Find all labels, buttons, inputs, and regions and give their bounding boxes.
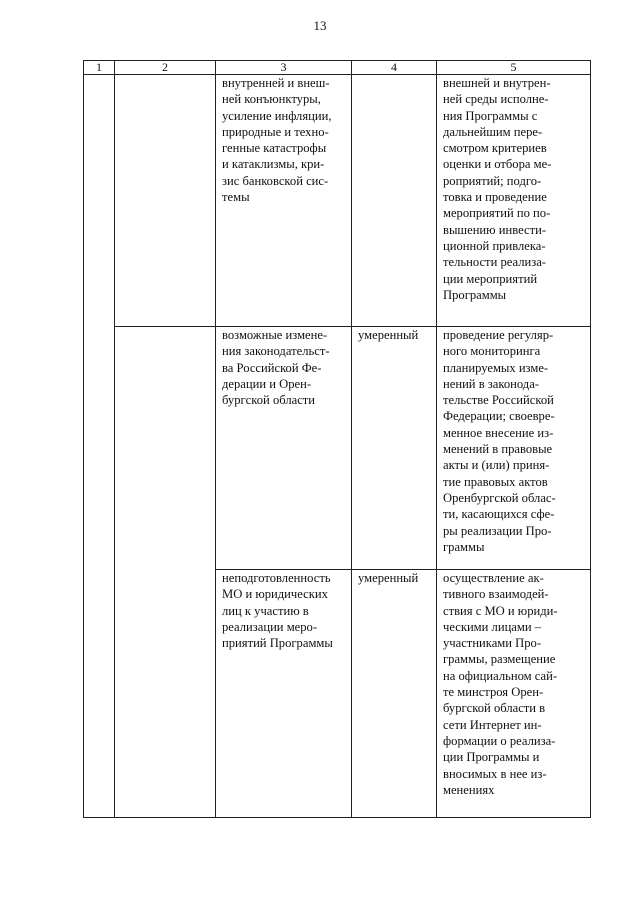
text-line: ва Российской Фе- bbox=[222, 360, 322, 375]
text-line: осуществление ак- bbox=[443, 571, 544, 585]
text-line: усиление инфляции, bbox=[222, 108, 332, 123]
text-line: на официальном сай- bbox=[443, 668, 558, 683]
text-line: бургской области bbox=[222, 393, 316, 408]
cell-col-2 bbox=[115, 75, 216, 327]
cell-col-1 bbox=[84, 75, 115, 818]
text-line: ции Программы и bbox=[443, 750, 540, 765]
text-line: ти, касающихся сфе- bbox=[443, 507, 555, 522]
text-line: ческими лицами – bbox=[443, 619, 542, 634]
text-line: роприятий; подго- bbox=[443, 173, 542, 188]
text-line: оценки и отбора ме- bbox=[443, 157, 552, 172]
text-line: МО и юридических bbox=[222, 587, 328, 602]
table-row bbox=[84, 327, 591, 570]
text-line: ного мониторинга bbox=[443, 344, 541, 359]
text-line: менениях bbox=[443, 782, 495, 797]
text-line: Федерации; своевре- bbox=[443, 409, 555, 424]
text-line: зис банковской сис- bbox=[222, 173, 329, 188]
header-col-4: 4 bbox=[352, 61, 437, 75]
text-line: умеренный bbox=[358, 571, 419, 585]
text-line: вышению инвести- bbox=[443, 222, 547, 237]
text-line: тие правовых актов bbox=[443, 474, 548, 489]
text-line: Программы bbox=[443, 287, 507, 302]
text-line: внешней и внутрен- bbox=[443, 76, 551, 90]
cell-risk-description bbox=[216, 570, 352, 818]
cell-risk-description bbox=[216, 327, 352, 570]
text-line: менений в правовые bbox=[443, 442, 553, 457]
text-line: вносимых в нее из- bbox=[443, 766, 547, 781]
cell-risk-level bbox=[352, 75, 437, 327]
text-line: нений в законода- bbox=[443, 376, 539, 391]
text-line: ней среды исполне- bbox=[443, 92, 549, 107]
text-line: реализации меро- bbox=[222, 619, 318, 634]
text-line: формации о реализа- bbox=[443, 733, 556, 748]
text-line: акты и (или) приня- bbox=[443, 458, 550, 473]
text-line: дерации и Орен- bbox=[222, 376, 312, 391]
text-line: сети Интернет ин- bbox=[443, 717, 542, 732]
text-line: граммы, размещение bbox=[443, 652, 556, 667]
header-col-1: 1 bbox=[84, 61, 115, 75]
text-line: лиц к участию в bbox=[222, 603, 309, 618]
text-line: граммы bbox=[443, 539, 485, 554]
text-line: возможные измене- bbox=[222, 328, 328, 342]
page-number: 13 bbox=[313, 18, 327, 33]
text-line: смотром критериев bbox=[443, 141, 547, 156]
table-row bbox=[84, 75, 591, 327]
cell-risk-level bbox=[352, 570, 437, 818]
text-line: проведение регуляр- bbox=[443, 328, 554, 342]
text-line: менное внесение из- bbox=[443, 425, 554, 440]
text-line: Оренбургской облас- bbox=[443, 490, 556, 505]
table-header-row bbox=[84, 61, 591, 75]
header-col-3: 3 bbox=[216, 61, 352, 75]
text-line: природные и техно- bbox=[222, 124, 329, 139]
text-line: ры реализации Про- bbox=[443, 523, 552, 538]
text-line: тельности реализа- bbox=[443, 255, 546, 270]
text-line: ции мероприятий bbox=[443, 271, 538, 286]
text-line: ния Программы с bbox=[443, 108, 538, 123]
cell-mitigation-measures bbox=[437, 570, 591, 818]
text-line: умеренный bbox=[358, 328, 419, 342]
text-line: тивного взаимодей- bbox=[443, 587, 549, 602]
risk-table bbox=[83, 60, 591, 818]
text-line: неподготовленность bbox=[222, 571, 331, 585]
cell-mitigation-measures bbox=[437, 75, 591, 327]
cell-col-2 bbox=[115, 327, 216, 818]
text-line: товка и проведение bbox=[443, 190, 547, 205]
text-line: те минстроя Орен- bbox=[443, 685, 544, 700]
text-line: и катаклизмы, кри- bbox=[222, 157, 325, 172]
text-line: мероприятий по по- bbox=[443, 206, 551, 221]
text-line: внутренней и внеш- bbox=[222, 76, 330, 90]
text-line: ствия с МО и юриди- bbox=[443, 603, 558, 618]
cell-risk-description bbox=[216, 75, 352, 327]
text-line: ния законодательст- bbox=[222, 344, 330, 359]
text-line: ционной привлека- bbox=[443, 238, 546, 253]
text-line: генные катастрофы bbox=[222, 141, 327, 156]
cell-risk-level bbox=[352, 327, 437, 570]
text-line: участниками Про- bbox=[443, 636, 542, 651]
cell-mitigation-measures bbox=[437, 327, 591, 570]
text-line: бургской области в bbox=[443, 701, 546, 716]
text-line: планируемых изме- bbox=[443, 360, 549, 375]
text-line: приятий Программы bbox=[222, 636, 333, 651]
text-line: дальнейшим пере- bbox=[443, 124, 543, 139]
text-line: темы bbox=[222, 190, 250, 205]
text-line: ней конъюнктуры, bbox=[222, 92, 321, 107]
header-col-2: 2 bbox=[115, 61, 216, 75]
header-col-5: 5 bbox=[437, 61, 591, 75]
text-line: тельстве Российской bbox=[443, 393, 554, 408]
